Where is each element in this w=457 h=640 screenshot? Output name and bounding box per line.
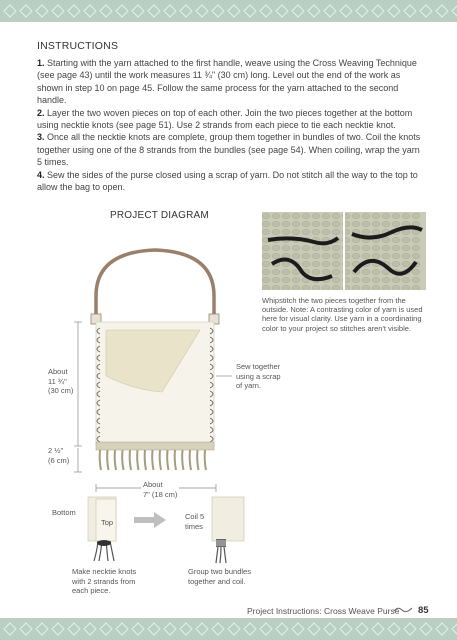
sew-together-label: Sew together using a scrap of yarn. [236, 362, 281, 390]
step-2: 2. Layer the two woven pieces on top of each other. Join the two pieces together at the bottom using necktie knots (see page 51). Use 2 strands from each piece to tie each necktie knot. [37, 107, 413, 131]
page-number: 85 [418, 605, 429, 616]
group-caption: Group two bundles together and coil. [188, 567, 251, 586]
fringe-length-label: 2 ½" (6 cm) [48, 446, 70, 465]
arrow-icon [134, 512, 166, 528]
coil-label: Coil 5 times [185, 512, 205, 531]
top-decorative-band [0, 0, 457, 22]
step-4: 4. Sew the sides of the purse closed using a scrap of yarn. Do not stitch all the way to the top to allow the bag to open. [37, 169, 418, 193]
purse-diagram [60, 236, 260, 476]
project-diagram-title: PROJECT DIAGRAM [110, 210, 209, 221]
knots-caption: Make necktie knots with 2 strands from each piece. [72, 567, 137, 595]
necktie-knot-detail [86, 495, 126, 565]
height-label: About 11 ¾" (30 cm) [48, 367, 74, 395]
purse-handle [96, 250, 214, 320]
step-3: 3. Once all the necktie knots are complete, group them together in bundles of two. Coil the knots together using one of the 8 strands from the bundles (see page 54). When coiling, wrap the yarn 5 times. [37, 132, 421, 168]
photo-caption: Whipstitch the two pieces together from the outside. Note: A contrasting color of yarn is used here for visual clarity. Use yarn in a coordinating color to your project so stitches aren't visible. [262, 296, 423, 333]
swirl-ornament-icon [393, 605, 413, 615]
bottom-label: Bottom [52, 508, 76, 517]
instruction-steps [37, 57, 427, 193]
step-1: 1. Starting with the yarn attached to the first handle, weave using the Cross Weaving Technique (see page 43) until the work measures 11 ¾" (30 cm) long. Level out the end of the work as shown in step 10 on page 45. Follow the same process for the yarn attached to the second handle. [37, 58, 417, 106]
footer-title: Project Instructions: Cross Weave Purse [247, 606, 400, 616]
width-label: About 7" (18 cm) [143, 480, 178, 499]
coil-detail [208, 495, 248, 567]
top-label: Top [101, 518, 114, 527]
instructions-heading: INSTRUCTIONS [37, 40, 119, 52]
whipstitch-photo [262, 212, 426, 290]
bottom-decorative-band [0, 618, 457, 640]
